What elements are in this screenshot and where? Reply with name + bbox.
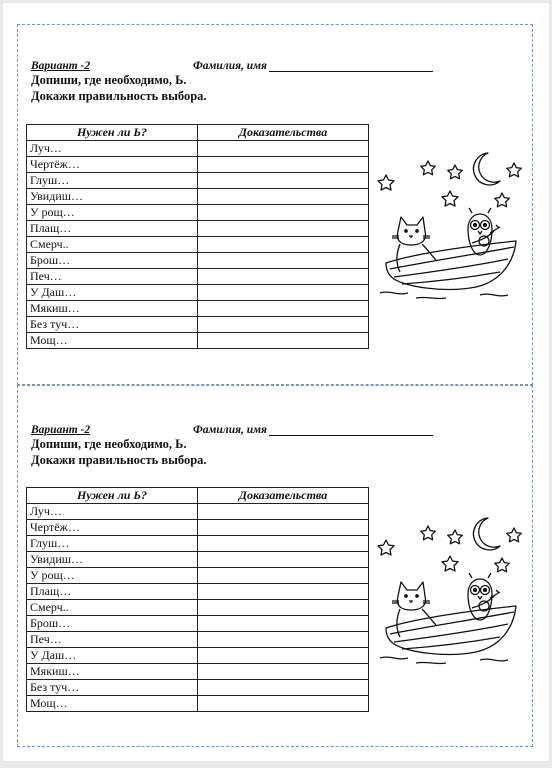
word-cell: Плащ… [27, 221, 198, 237]
card-header [31, 60, 451, 104]
table-row [27, 189, 369, 205]
proof-cell[interactable] [198, 568, 369, 584]
star-icon [442, 556, 458, 571]
column-header-proofs: Доказательства [198, 488, 369, 504]
table-row [27, 584, 369, 600]
table-row [27, 680, 369, 696]
proof-cell[interactable] [198, 333, 369, 349]
table-row [27, 632, 369, 648]
word-cell: Брош… [27, 253, 198, 269]
proof-cell[interactable] [198, 269, 369, 285]
answer-table [26, 124, 369, 349]
table-row [27, 536, 369, 552]
column-header-need-soft-sign: Нужен ли Ь? [27, 488, 198, 504]
star-icon [421, 161, 436, 175]
proof-cell[interactable] [198, 317, 369, 333]
task-line-2: Докажи правильность выбора. [31, 89, 207, 103]
task-line-1: Допиши, где необходимо, Ь. [31, 437, 187, 451]
table-row [27, 285, 369, 301]
proof-cell[interactable] [198, 253, 369, 269]
cat-icon [392, 582, 436, 637]
variant-label: Вариант -2 [31, 60, 91, 72]
word-cell: Мощ… [27, 333, 198, 349]
surname-field[interactable] [269, 424, 433, 436]
boat-icon [380, 241, 516, 299]
proof-cell[interactable] [198, 680, 369, 696]
crescent-moon-icon [473, 153, 500, 185]
star-icon [507, 528, 522, 542]
proof-cell[interactable] [198, 221, 369, 237]
proof-cell[interactable] [198, 664, 369, 680]
word-cell: Луч… [27, 141, 198, 157]
table-row [27, 237, 369, 253]
word-cell: Глуш… [27, 173, 198, 189]
surname-label: Фамилия, имя [193, 424, 267, 436]
card-header [31, 424, 451, 468]
word-cell: Луч… [27, 504, 198, 520]
word-cell: Глуш… [27, 536, 198, 552]
worksheet-card-1 [17, 24, 533, 385]
proof-cell[interactable] [198, 616, 369, 632]
proof-cell[interactable] [198, 141, 369, 157]
proof-cell[interactable] [198, 536, 369, 552]
word-cell: Увидиш… [27, 189, 198, 205]
table-row [27, 600, 369, 616]
word-cell: Мякиш… [27, 301, 198, 317]
proof-cell[interactable] [198, 600, 369, 616]
table-row [27, 648, 369, 664]
variant-label: Вариант -2 [31, 424, 91, 436]
word-cell: У рощ… [27, 568, 198, 584]
table-row [27, 552, 369, 568]
proof-cell[interactable] [198, 285, 369, 301]
word-cell: Смерч.. [27, 600, 198, 616]
surname-label: Фамилия, имя [193, 60, 267, 72]
star-icon [495, 558, 510, 572]
table-row [27, 269, 369, 285]
proof-cell[interactable] [198, 237, 369, 253]
table-row [27, 333, 369, 349]
word-cell: Плащ… [27, 584, 198, 600]
table-row [27, 616, 369, 632]
proof-cell[interactable] [198, 301, 369, 317]
table-row [27, 520, 369, 536]
star-icon [448, 530, 463, 544]
proof-cell[interactable] [198, 173, 369, 189]
task-line-1: Допиши, где необходимо, Ь. [31, 73, 187, 87]
word-cell: Без туч… [27, 317, 198, 333]
column-header-proofs: Доказательства [198, 125, 369, 141]
surname-field[interactable] [269, 60, 433, 72]
owl-icon [468, 573, 500, 620]
column-header-need-soft-sign: Нужен ли Ь? [27, 125, 198, 141]
proof-cell[interactable] [198, 552, 369, 568]
word-cell: Увидиш… [27, 552, 198, 568]
star-icon [442, 191, 458, 206]
table-row [27, 301, 369, 317]
star-icon [507, 163, 522, 177]
table-row [27, 504, 369, 520]
proof-cell[interactable] [198, 504, 369, 520]
word-cell: Без туч… [27, 680, 198, 696]
star-icon [378, 540, 394, 555]
table-row [27, 205, 369, 221]
table-row [27, 253, 369, 269]
worksheet-page [3, 3, 549, 761]
word-cell: Чертёж… [27, 157, 198, 173]
cat-owl-boat-illustration [376, 516, 526, 666]
proof-cell[interactable] [198, 205, 369, 221]
word-cell: Брош… [27, 616, 198, 632]
cat-owl-boat-illustration [376, 151, 526, 301]
proof-cell[interactable] [198, 648, 369, 664]
word-cell: Чертёж… [27, 520, 198, 536]
table-row [27, 317, 369, 333]
word-cell: Мякиш… [27, 664, 198, 680]
table-row [27, 157, 369, 173]
proof-cell[interactable] [198, 520, 369, 536]
crescent-moon-icon [473, 518, 500, 550]
proof-cell[interactable] [198, 632, 369, 648]
word-cell: У Даш… [27, 648, 198, 664]
worksheet-card-2 [17, 385, 533, 747]
table-row [27, 696, 369, 712]
word-cell: Мощ… [27, 696, 198, 712]
word-cell: У Даш… [27, 285, 198, 301]
table-row [27, 173, 369, 189]
proof-cell[interactable] [198, 157, 369, 173]
task-line-2: Докажи правильность выбора. [31, 453, 207, 467]
star-icon [378, 175, 394, 190]
table-row [27, 664, 369, 680]
owl-icon [468, 208, 500, 255]
star-icon [495, 193, 510, 207]
answer-table [26, 487, 369, 712]
star-icon [448, 165, 463, 179]
table-row [27, 568, 369, 584]
word-cell: У рощ… [27, 205, 198, 221]
word-cell: Печ… [27, 269, 198, 285]
cat-icon [392, 217, 436, 272]
proof-cell[interactable] [198, 189, 369, 205]
word-cell: Печ… [27, 632, 198, 648]
word-cell: Смерч.. [27, 237, 198, 253]
star-icon [421, 526, 436, 540]
table-row [27, 141, 369, 157]
proof-cell[interactable] [198, 584, 369, 600]
boat-icon [380, 606, 516, 664]
proof-cell[interactable] [198, 696, 369, 712]
table-row [27, 221, 369, 237]
